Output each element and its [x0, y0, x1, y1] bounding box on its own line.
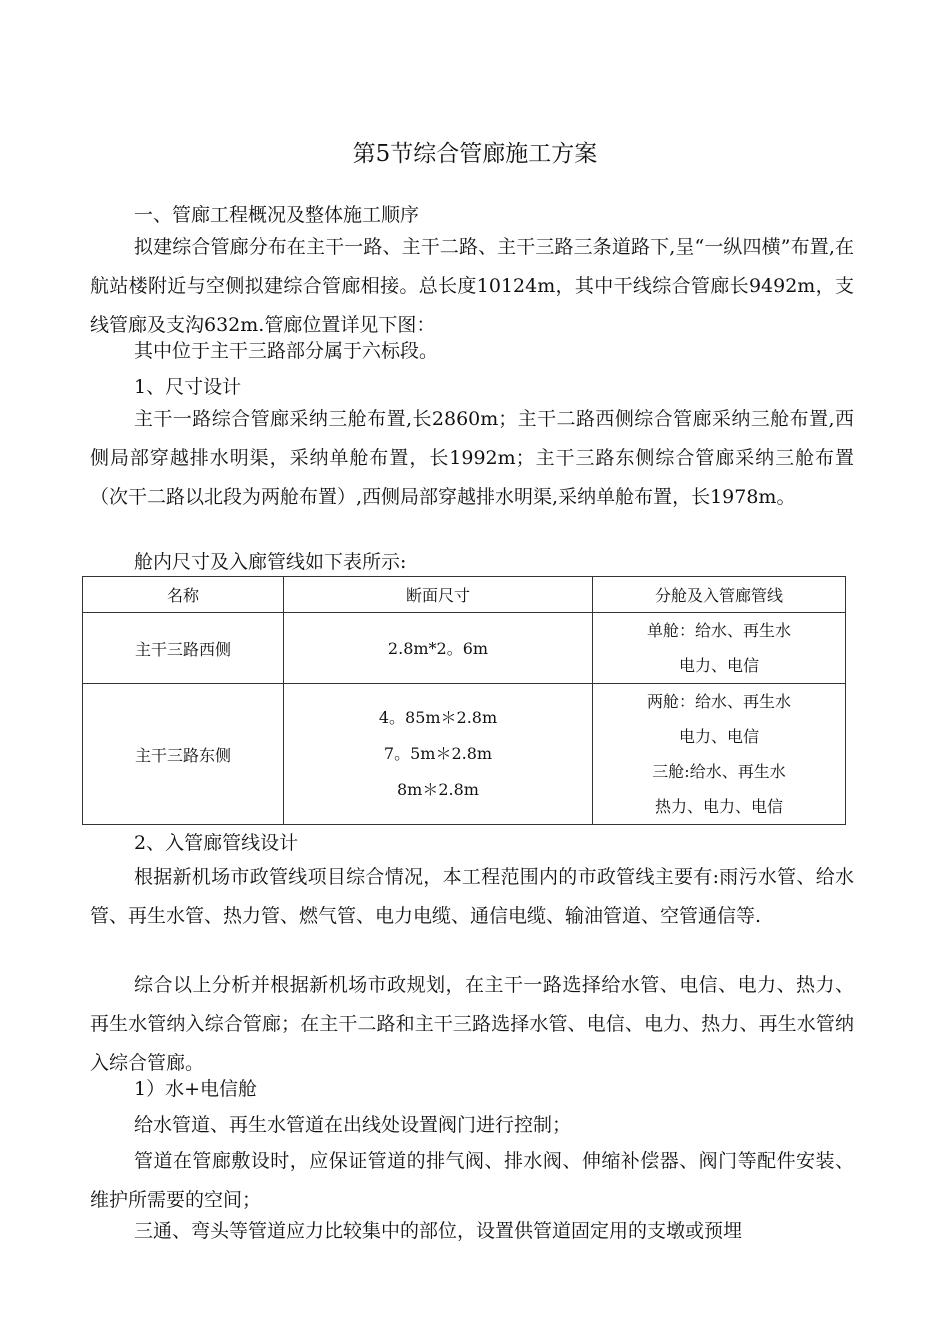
table-cell-dims — [284, 684, 593, 825]
dimension-table — [82, 576, 846, 825]
table-header-pipelines: 分舱及入管廊管线 — [593, 577, 846, 613]
pipeline-line: 三舱:给水、再生水 — [652, 762, 786, 781]
paragraph-support-piers: 三通、弯头等管道应力比较集中的部位，设置供管道固定用的支墩或预埋 — [134, 1220, 743, 1242]
document-title: 第5节综合管廊施工方案 — [352, 141, 598, 167]
section-heading-pipelines: 2、入管廊管线设计 — [134, 832, 299, 854]
dims-line: 7。5m＊2.8m — [383, 744, 493, 763]
section-heading-overview: 一、管廊工程概况及整体施工顺序 — [134, 204, 420, 226]
table-header-section-size: 断面尺寸 — [284, 577, 593, 613]
table-cell-pipelines — [593, 613, 846, 684]
pipeline-line: 热力、电力、电信 — [654, 797, 783, 816]
dims-line: 4。85m＊2.8m — [378, 708, 498, 727]
paragraph-section-six: 其中位于主干三路部分属于六标段。 — [134, 340, 439, 362]
table-cell-dims — [284, 613, 593, 684]
table-cell-name: 主干三路东侧 — [83, 684, 284, 825]
table-row — [83, 684, 846, 825]
dims-line: 2.8m*2。6m — [387, 638, 489, 658]
section-heading-dimensions: 1、尺寸设计 — [134, 376, 242, 398]
pipeline-line: 单舱：给水、再生水 — [646, 621, 791, 640]
dims-line: 8m＊2.8m — [397, 780, 479, 799]
table-header-row — [83, 577, 846, 613]
table-header-name: 名称 — [83, 577, 284, 613]
table-cell-pipelines — [593, 684, 846, 825]
paragraph-layout-overview: 拟建综合管廊分布在主干一路、主干二路、主干三路三条道路下,呈“一纵四横”布置,在航站楼附近与空侧拟建综合管廊相接。总长度10124m，其中干线综合管廊长9492m，支线管廊及支沟632m.管廊位置详见下图： — [90, 236, 854, 336]
paragraph-dimension-design: 主干一路综合管廊采纳三舱布置,长2860m；主干二路西侧综合管廊采纳三舱布置,西侧局部穿越排水明渠，采纳单舱布置，长1992m；主干三路东侧综合管廊采纳三舱布置（次干二路以北段为两舱布置）,西侧局部穿越排水明渠,采纳单舱布置，长1978m。 — [90, 408, 854, 508]
pipeline-line: 电力、电信 — [678, 727, 759, 746]
table-row — [83, 613, 846, 684]
pipeline-line: 两舱：给水、再生水 — [646, 692, 791, 711]
pipeline-line: 电力、电信 — [678, 656, 759, 675]
table-cell-name: 主干三路西侧 — [83, 613, 284, 684]
paragraph-valve-control: 给水管道、再生水管道在出线处设置阀门进行控制； — [134, 1114, 572, 1136]
paragraph-table-intro: 舱内尺寸及入廊管线如下表所示: — [134, 551, 407, 573]
paragraph-pipeline-types: 根据新机场市政管线项目综合情况，本工程范围内的市政管线主要有:雨污水管、给水管、再生水管、热力管、燃气管、电力电缆、通信电缆、输油管道、空管通信等. — [90, 866, 854, 927]
section-heading-water-telecom: 1）水+电信舱 — [134, 1078, 258, 1100]
paragraph-pipeline-selection: 综合以上分析并根据新机场市政规划，在主干一路选择给水管、电信、电力、热力、再生水管纳入综合管廊；在主干二路和主干三路选择水管、电信、电力、热力、再生水管纳入综合管廊。 — [90, 974, 854, 1074]
paragraph-installation-space: 管道在管廊敷设时，应保证管道的排气阀、排水阀、伸缩补偿器、阀门等配件安装、维护所需要的空间； — [90, 1150, 854, 1211]
